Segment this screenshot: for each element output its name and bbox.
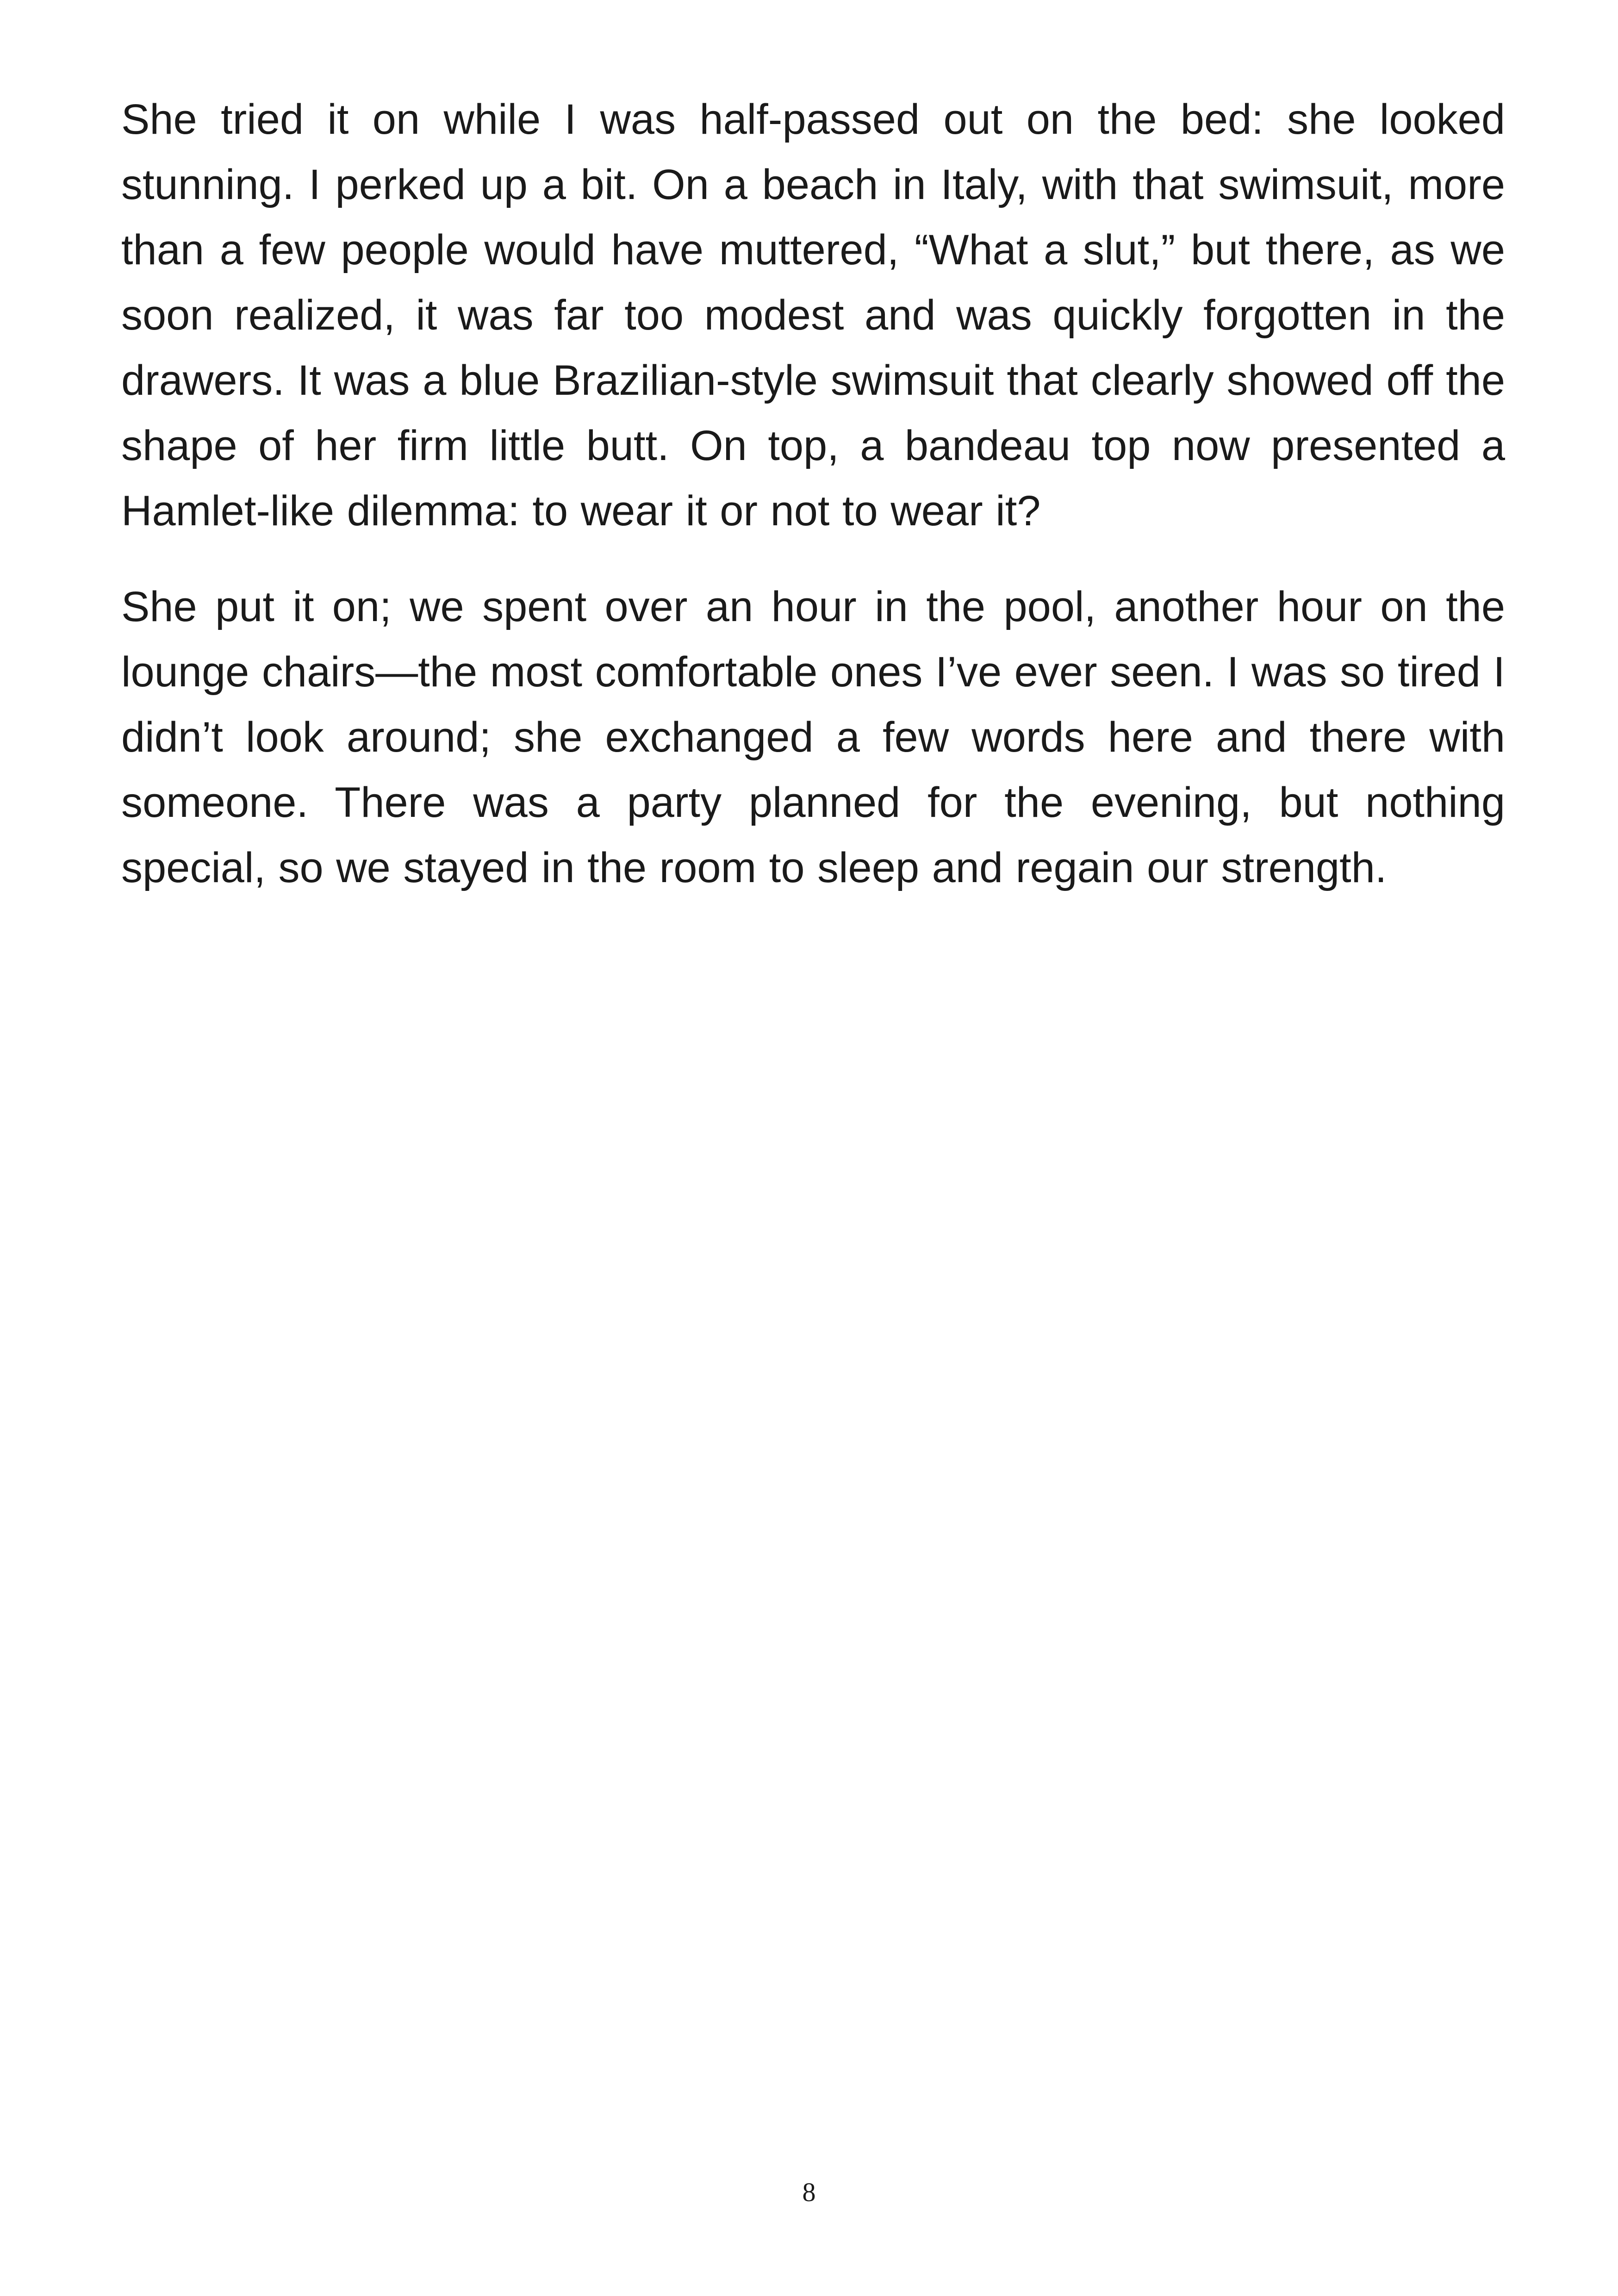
paragraph-1: She tried it on while I was half-passed out on the bed: she looked stunning. I perked up a bit. On a beach in Italy, with that swimsuit, more than a few people would have muttered, “What a slut,” but there, as we soon realized, it was far too modest and was quickly forgotten in the drawers. It was a blue Brazilian-style swimsuit that clearly showed off the shape of her firm little butt. On top, a bandeau top now presented a Hamlet-like dilemma: to wear it or not to wear it? <box>121 96 1505 535</box>
body-text <box>121 87 1505 931</box>
paragraph-2: She put it on; we spent over an hour in the pool, another hour on the lounge chairs—the most comfortable ones I’ve ever seen. I was so tired I didn’t look around; she exchanged a few words here and there with someone. There was a party planned for the evening, but nothing special, so we stayed in the room to sleep and regain our strength. <box>121 583 1505 891</box>
page-number: 8 <box>802 2177 816 2207</box>
